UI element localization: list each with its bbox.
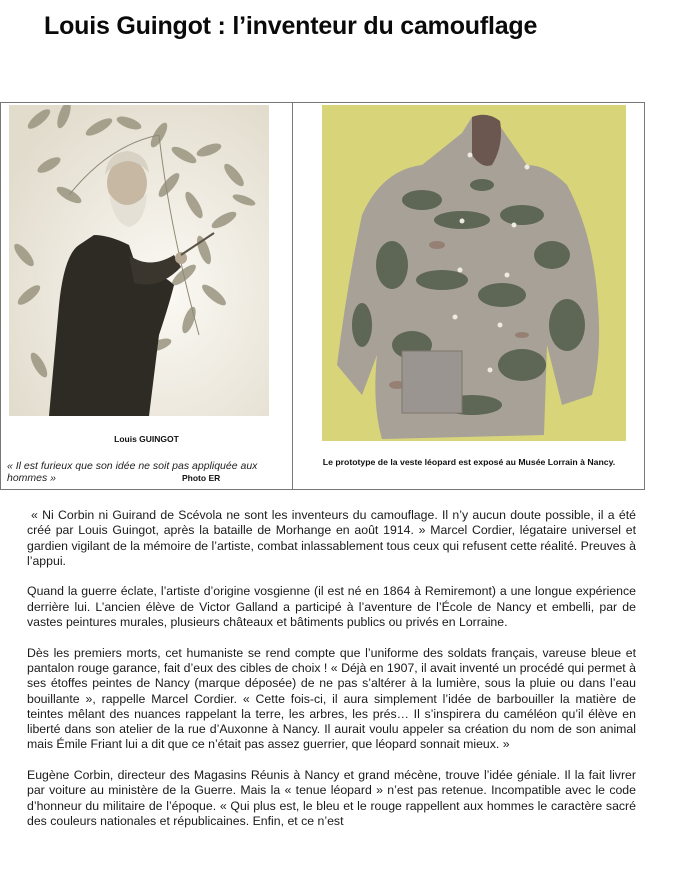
paragraph: Quand la guerre éclate, l’artiste d’origine vosgienne (il est né en 1864 à Remiremont) a une longue expérience derrière lui. L’ancien élève de Victor Galland a participé à l’aventure de l’École de Nancy et embelli, par de vastes peintures murales, plusieurs châteaux et bâtiments publics ou privés en Lorraine. [27,584,636,630]
paragraph: Dès les premiers morts, cet humaniste se rend compte que l’uniforme des soldats français, vareuse bleue et pantalon rouge garance, fait d’eux des cibles de choix ! « Déjà en 1907, il avait inventé un procédé qui permet à ses étoffes peintes de Nancy (marque déposée) de ne pas s’altérer à la lumière, sous la pluie ou dans l’eau bouillante », rappelle Marcel Cordier. « Cette fois-ci, il aura simplement l’idée de barbouiller la matière de teintes mêlant des nuances rappelant la terre, les arbres, les prés… Il s’inspirera du caméléon qu’il élève en liberté dans son atelier de la rue d’Auxonne à Nancy. Il aurait voulu appeler sa création du nom de son animal mais Émile Friant lui a dit que ce n’était pas assez guerrier, que léopard sonnait mieux. » [27,645,636,752]
leopard-jacket-photo [322,105,626,441]
paragraph: Eugène Corbin, directeur des Magasins Réunis à Nancy et grand mécène, trouve l’idée géniale. Il la fait livrer par voiture au ministère de la Guerre. Mais la « tenue léopard » n’est pas retenue. Incompatible avec le code d’honneur du militaire de l’époque. « Qui plus est, le bleu et le rouge rappellent aux hommes le caractère sacré des couleurs nationales et républicaines. Enfin, et ce n’est [27,768,636,828]
article-body [27,508,636,845]
guingot-photo [9,105,269,416]
column-divider [292,103,293,489]
photo-credit: Photo ER [182,473,221,483]
photo-caption-quote: « Il est furieux que son idée ne soit pas appliquée aux hommes » [7,460,258,484]
article-title: Louis Guingot : l’inventeur du camouflage [44,12,538,40]
photo-caption-name: Louis GUINGOT [114,434,179,444]
paragraph: « Ni Corbin ni Guirand de Scévola ne sont les inventeurs du camouflage. Il n’y aucun doute possible, il a été créé par Louis Guingot, après la bataille de Morhange en août 1914. » Marcel Cordier, légataire universel et gardien vigilant de la mémoire de l’artiste, combat inlassablement tous ceux qui refusent cette réalité. Preuves à l’appui. [27,508,637,568]
figure-table [0,102,645,490]
jacket-caption: Le prototype de la veste léopard est exposé au Musée Lorrain à Nancy. [322,457,616,467]
